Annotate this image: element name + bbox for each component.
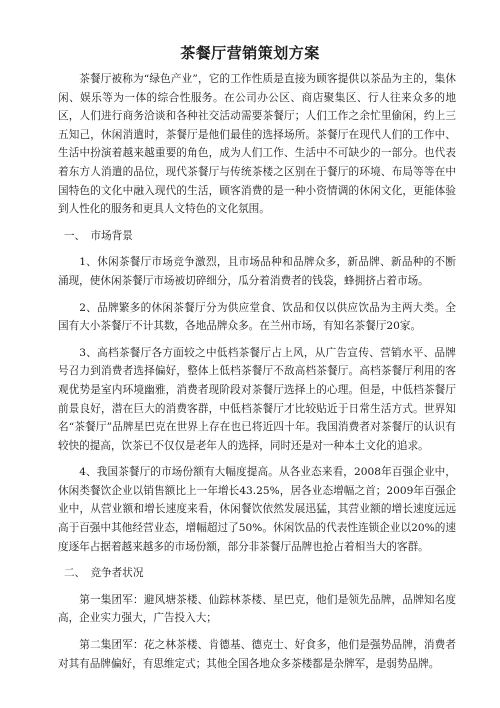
market-paragraph-2: 2、品牌繁多的休闲茶餐厅分为供应堂食、饮品和仅以供应饮品为主两大类。全国有大小茶餐厅不计其数，各地品牌众多。在兰州市场，有知名茶餐厅20家。 [58, 301, 456, 333]
document-body [58, 70, 456, 681]
competitor-paragraph-1: 第一集团军：避风塘茶楼、仙踪林茶楼、星巴克，他们是领先品牌，品牌知名度高，企业实力强大，广告投入大； [58, 593, 456, 625]
section-heading-competitors: 二、 竞争者状况 [64, 567, 144, 580]
competitor-paragraph-2: 第二集团军：花之林茶楼、肯德基、德克士、好食多，他们是强势品牌，消费者对其有品牌偏好，有思维定式；其他全国各地众多茶楼都是杂牌军，是弱势品牌。 [58, 639, 456, 670]
market-paragraph-1: 1、休闲茶餐厅市场竞争激烈，且市场品种和品牌众多，新品牌、新品种的不断涌现，使休闲茶餐厅市场被切碎细分，瓜分着消费者的钱袋，蜂拥挤占着市场。 [58, 256, 456, 287]
intro-paragraph: 茶餐厅被称为“绿色产业”，它的工作性质是直接为顾客提供以茶品为主的，集休闲、娱乐等为一体的综合性服务。在公司办公区、商店聚集区、行人往来众多的地区，人们进行商务洽谈和各种社交活动需要茶餐厅；人们工作之余忙里偷闲，约上三五知己，休闲消遣时，茶餐厅是他们最佳的选择场所。茶餐厅在现代人们的工作中、生活中扮演着越来越重要的角色，成为人们工作、生活中不可缺少的一部分。也代表着东方人消遣的品位，现代茶餐厅与传统茶楼之区别在于餐厅的环境、布局等等在中国特色的文化中融入现代的生活，顾客消费的是一种小资情调的休闲文化，更能体验到人性化的服务和更具人文特色的文化氛围。 [58, 73, 456, 216]
section-heading-market-background: 一、 市场背景 [64, 229, 133, 242]
market-paragraph-3: 3、高档茶餐厅各方面较之中低档茶餐厅占上风，从广告宣传、营销水平、品牌号召力到消费者选择偏好，整体上低档茶餐厅不敌高档茶餐厅。高档茶餐厅利用的客观优势是室内环境幽雅，消费者现阶段对茶餐厅选择上的心理。但是，中低档茶餐厅前景良好，潜在巨大的消费客群，中低档茶餐厅才比较贴近于日常生活方式。世界知名“茶餐厅”品牌星巴克在世界上存在也已将近四十年。我国消费者对茶餐厅的认识有较快的提高，饮茶已不仅仅是老年人的选择，同时还是对一种本土文化的追求。 [58, 346, 456, 452]
document-title: 茶餐厅营销策划方案 [180, 44, 320, 62]
market-paragraph-4: 4、我国茶餐厅的市场份额有大幅度提高。从各业态来看，2008年百强企业中，休闲类餐饮企业以销售额比上一年增长43.25%，居各业态增幅之首；2009年百强企业中，从营业额和增长速度来看，休闲餐饮依然发展迅猛，其营业额的增长速度远远高于百强中其他经营业态，增幅超过了50%。休闲饮品的代表性连锁企业以20%的速度逐年占据着越来越多的市场份额，部分非茶餐厅品牌也抢占着相当大的客群。 [58, 466, 456, 553]
